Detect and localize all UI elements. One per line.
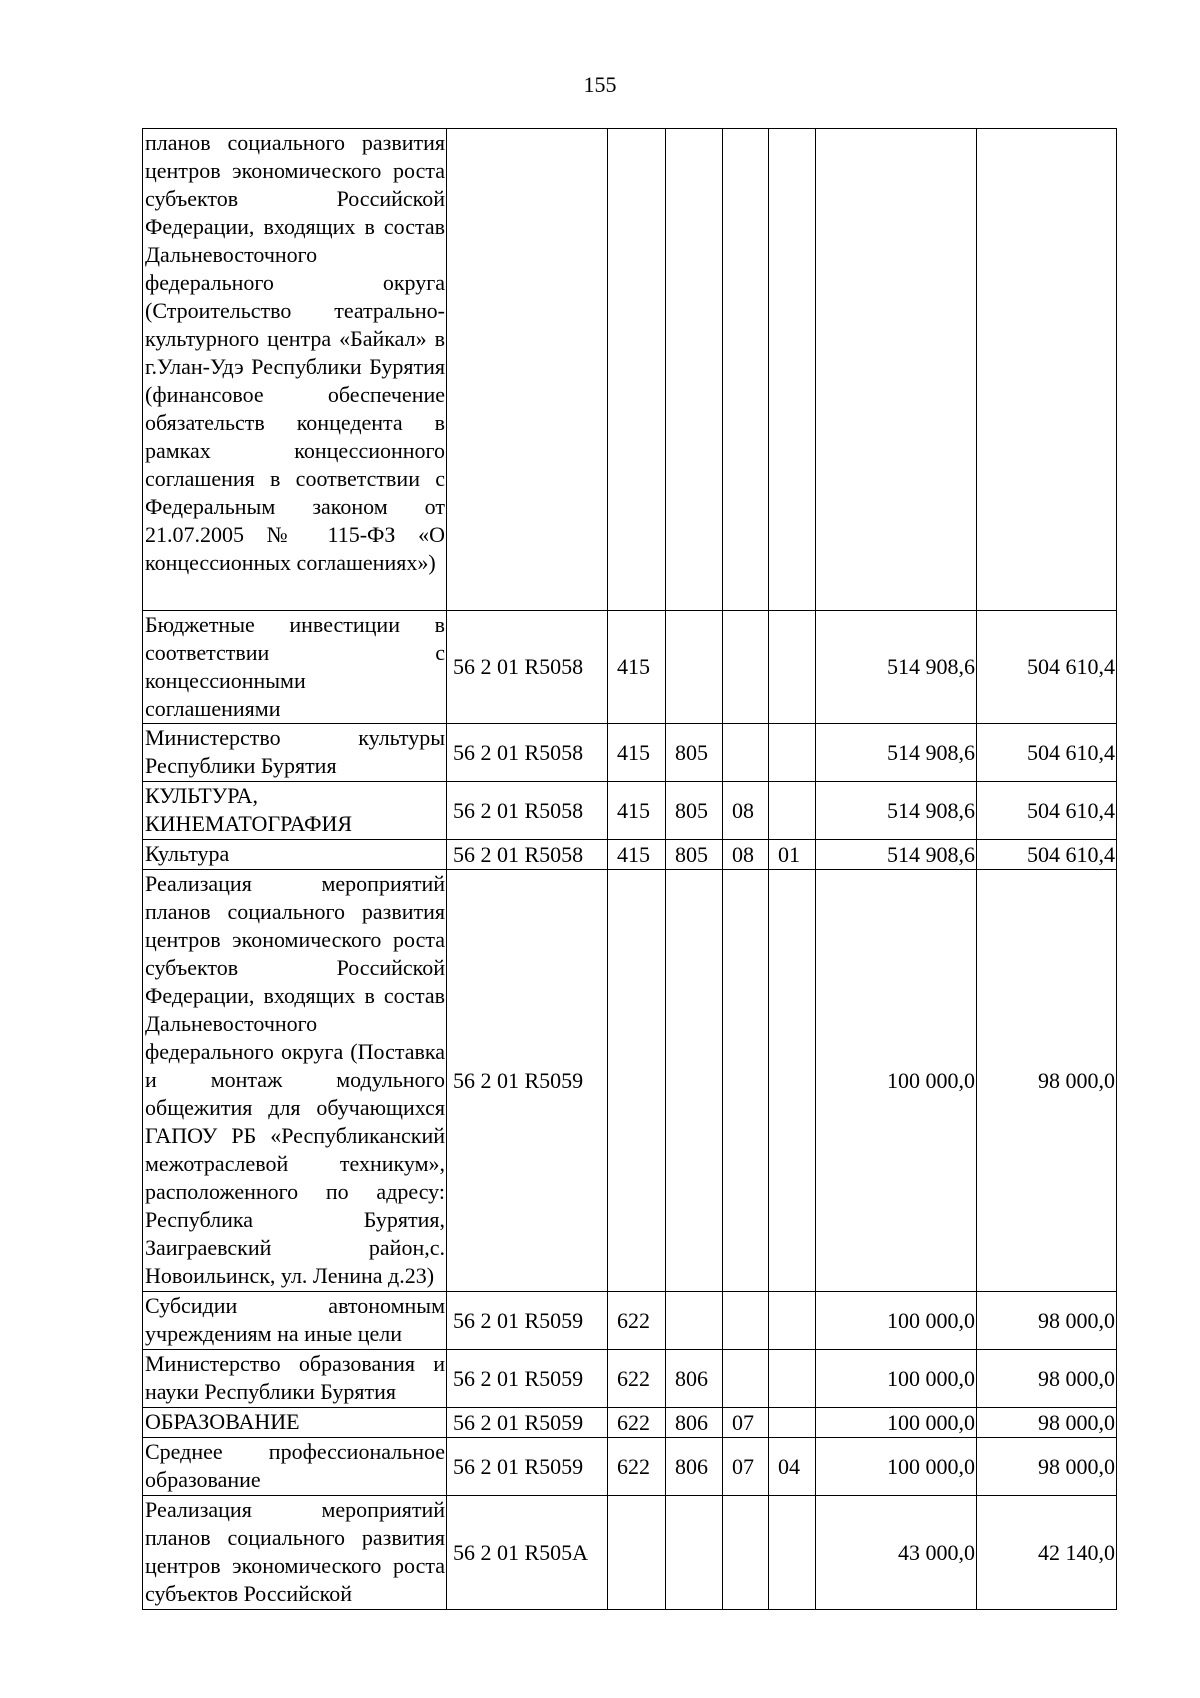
subsection-code-cell (769, 1292, 816, 1350)
row-name-cell: Субсидии автономным учреждениям на иные цели (143, 1292, 447, 1350)
department-code-cell (666, 611, 723, 724)
row-name-cell: Среднее профессиональное образование (143, 1438, 447, 1496)
target-code-cell: 56 2 01 R5058 (447, 840, 608, 870)
department-code-cell: 805 (666, 724, 723, 782)
subsection-code-cell (769, 1408, 816, 1438)
target-code-cell (447, 129, 608, 611)
amount-year1-cell: 100 000,0 (816, 1292, 977, 1350)
table-row (143, 1350, 1117, 1408)
amount-year2-cell: 504 610,4 (977, 611, 1117, 724)
section-code-cell (723, 724, 769, 782)
amount-year1-cell: 100 000,0 (816, 1408, 977, 1438)
amount-year1-cell: 100 000,0 (816, 1350, 977, 1408)
target-code-cell: 56 2 01 R5059 (447, 870, 608, 1292)
section-code-cell (723, 611, 769, 724)
section-code-cell: 07 (723, 1438, 769, 1496)
amount-year1-cell: 514 908,6 (816, 782, 977, 840)
amount-year2-cell: 42 140,0 (977, 1496, 1117, 1610)
section-code-cell (723, 129, 769, 611)
amount-year1-cell: 514 908,6 (816, 724, 977, 782)
target-code-cell: 56 2 01 R5059 (447, 1350, 608, 1408)
table-row (143, 1496, 1117, 1610)
row-name-cell: Реализация мероприятий планов социального развития центров экономического роста субъектов Российской Федерации, входящих в состав Дальневосточного федерального округа (Поставка и монтаж модульного общежития для обучающихся ГАПОУ РБ «Республиканский межотраслевой техникум», расположенного по адресу: Республика Бурятия, Заиграевский район,с. Новоильинск, ул. Ленина д.23) (143, 870, 447, 1292)
table-row (143, 1408, 1117, 1438)
department-code-cell: 805 (666, 840, 723, 870)
amount-year1-cell: 100 000,0 (816, 1438, 977, 1496)
target-code-cell: 56 2 01 R5058 (447, 611, 608, 724)
amount-year1-cell (816, 129, 977, 611)
amount-year1-cell: 100 000,0 (816, 870, 977, 1292)
row-name-cell: КУЛЬТУРА, КИНЕМАТОГРАФИЯ (143, 782, 447, 840)
expense-type-cell: 622 (608, 1292, 666, 1350)
department-code-cell (666, 870, 723, 1292)
section-code-cell: 07 (723, 1408, 769, 1438)
section-code-cell: 08 (723, 840, 769, 870)
subsection-code-cell (769, 129, 816, 611)
row-name-cell: планов социального развития центров экономического роста субъектов Российской Федерации, входящих в состав Дальневосточного федерального округа (Строительство театрально-культурного центра «Байкал» в г.Улан-Удэ Республики Бурятия (финансовое обеспечение обязательств концедента в рамках концессионного соглашения в соответствии с Федеральным законом от 21.07.2005 № 115-ФЗ «О концессионных соглашениях») (143, 129, 447, 611)
subsection-code-cell: 01 (769, 840, 816, 870)
subsection-code-cell (769, 1496, 816, 1610)
amount-year2-cell: 98 000,0 (977, 1292, 1117, 1350)
target-code-cell: 56 2 01 R5059 (447, 1438, 608, 1496)
section-code-cell: 08 (723, 782, 769, 840)
table-row (143, 1438, 1117, 1496)
department-code-cell: 806 (666, 1408, 723, 1438)
row-name-cell: Министерство образования и науки Республики Бурятия (143, 1350, 447, 1408)
section-code-cell (723, 870, 769, 1292)
expense-type-cell: 622 (608, 1350, 666, 1408)
subsection-code-cell (769, 611, 816, 724)
row-name-cell: ОБРАЗОВАНИЕ (143, 1408, 447, 1438)
department-code-cell: 805 (666, 782, 723, 840)
table-row (143, 840, 1117, 870)
expense-type-cell: 415 (608, 840, 666, 870)
table-row (143, 724, 1117, 782)
amount-year2-cell: 504 610,4 (977, 840, 1117, 870)
row-name-cell: Министерство культуры Республики Бурятия (143, 724, 447, 782)
amount-year1-cell: 43 000,0 (816, 1496, 977, 1610)
expense-type-cell: 415 (608, 782, 666, 840)
target-code-cell: 56 2 01 R505A (447, 1496, 608, 1610)
expense-type-cell: 415 (608, 611, 666, 724)
department-code-cell (666, 1292, 723, 1350)
row-name-cell: Культура (143, 840, 447, 870)
amount-year2-cell: 98 000,0 (977, 870, 1117, 1292)
target-code-cell: 56 2 01 R5059 (447, 1408, 608, 1438)
expense-type-cell (608, 870, 666, 1292)
table-body (143, 129, 1117, 1610)
department-code-cell: 806 (666, 1350, 723, 1408)
row-name-cell: Бюджетные инвестиции в соответствии с концессионными соглашениями (143, 611, 447, 724)
table-row (143, 870, 1117, 1292)
target-code-cell: 56 2 01 R5058 (447, 782, 608, 840)
amount-year2-cell (977, 129, 1117, 611)
subsection-code-cell (769, 870, 816, 1292)
table-row (143, 129, 1117, 611)
section-code-cell (723, 1292, 769, 1350)
subsection-code-cell (769, 724, 816, 782)
expense-type-cell: 622 (608, 1438, 666, 1496)
expense-type-cell (608, 1496, 666, 1610)
amount-year2-cell: 504 610,4 (977, 782, 1117, 840)
table-row (143, 611, 1117, 724)
amount-year2-cell: 98 000,0 (977, 1408, 1117, 1438)
amount-year2-cell: 98 000,0 (977, 1350, 1117, 1408)
subsection-code-cell (769, 782, 816, 840)
amount-year1-cell: 514 908,6 (816, 611, 977, 724)
expense-type-cell: 622 (608, 1408, 666, 1438)
target-code-cell: 56 2 01 R5058 (447, 724, 608, 782)
amount-year2-cell: 98 000,0 (977, 1438, 1117, 1496)
table-row (143, 1292, 1117, 1350)
row-name-cell: Реализация мероприятий планов социального развития центров экономического роста субъектов Российской (143, 1496, 447, 1610)
table-row (143, 782, 1117, 840)
department-code-cell: 806 (666, 1438, 723, 1496)
expense-type-cell (608, 129, 666, 611)
department-code-cell (666, 1496, 723, 1610)
department-code-cell (666, 129, 723, 611)
amount-year2-cell: 504 610,4 (977, 724, 1117, 782)
expense-type-cell: 415 (608, 724, 666, 782)
section-code-cell (723, 1350, 769, 1408)
target-code-cell: 56 2 01 R5059 (447, 1292, 608, 1350)
section-code-cell (723, 1496, 769, 1610)
page-number: 155 (583, 72, 617, 97)
subsection-code-cell: 04 (769, 1438, 816, 1496)
budget-table (142, 128, 1117, 1610)
amount-year1-cell: 514 908,6 (816, 840, 977, 870)
subsection-code-cell (769, 1350, 816, 1408)
